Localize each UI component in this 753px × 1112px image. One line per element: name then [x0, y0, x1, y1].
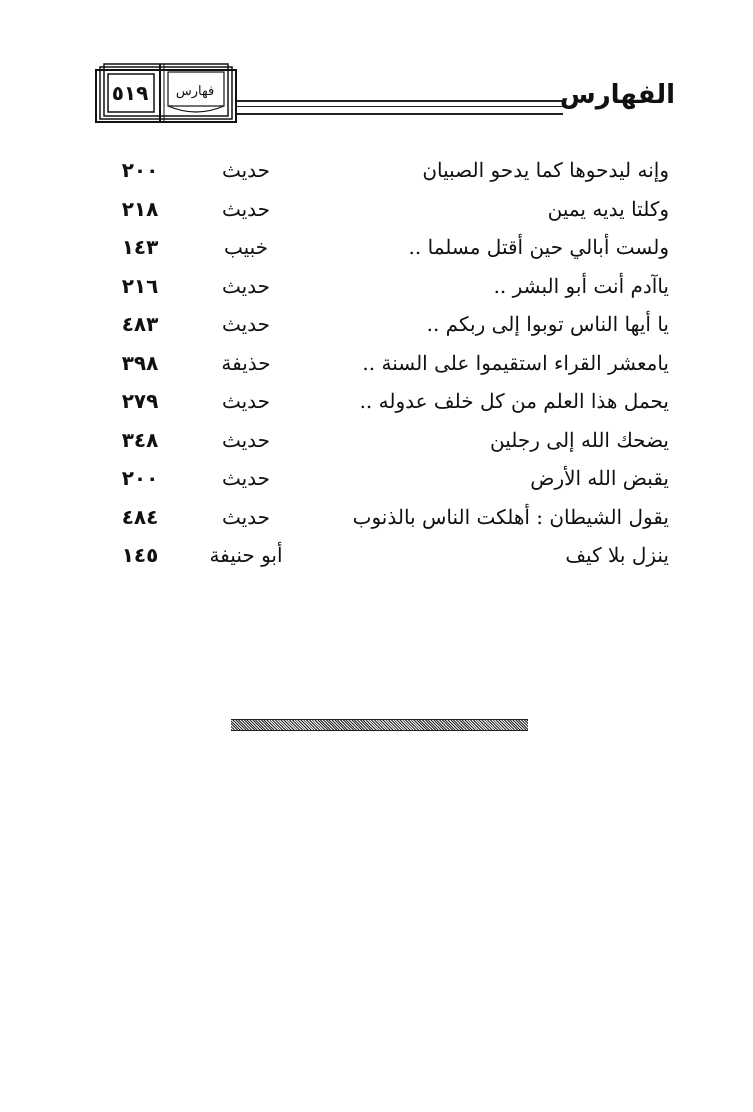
list-item — [0, 274, 753, 313]
list-item — [0, 428, 753, 467]
index-phrase: ولست أبالي حين أقتل مسلما .. — [408, 235, 669, 259]
index-page: ٢٧٩ — [121, 389, 159, 413]
index-source: حذيفة — [221, 350, 271, 375]
index-page: ٢١٨ — [121, 196, 159, 221]
list-item — [0, 505, 753, 544]
index-phrase: يا أيها الناس توبوا إلى ربكم .. — [426, 312, 669, 336]
list-item — [0, 466, 753, 505]
index-source: أبو حنيفة — [209, 543, 283, 567]
index-source: حديث — [221, 312, 271, 336]
list-item — [0, 351, 753, 390]
page-number: ٥١٩ — [111, 81, 149, 105]
open-book-emblem — [94, 62, 238, 126]
index-page: ٢٠٠ — [121, 466, 159, 490]
index-page: ٣٩٨ — [121, 350, 159, 375]
index-page: ٢٠٠ — [121, 158, 159, 182]
index-page: ٢١٦ — [121, 273, 159, 298]
list-item — [0, 389, 753, 428]
index-phrase: وكلتا يديه يمين — [547, 196, 669, 221]
list-item — [0, 158, 753, 197]
index-page: ٤٨٣ — [121, 312, 159, 336]
index-phrase: يقول الشيطان : أهلكت الناس بالذنوب — [352, 504, 669, 529]
index-phrase: يامعشر القراء استقيموا على السنة .. — [362, 350, 669, 375]
index-phrase: يحمل هذا العلم من كل خلف عدوله .. — [359, 389, 669, 413]
index-phrase: ياآدم أنت أبو البشر .. — [493, 273, 669, 298]
list-item — [0, 197, 753, 236]
list-item — [0, 312, 753, 351]
list-item — [0, 235, 753, 274]
index-page: ٤٨٤ — [121, 504, 159, 529]
index-page: ٣٤٨ — [121, 427, 159, 452]
emblem-word: فهارس — [175, 83, 215, 99]
section-end-divider — [231, 719, 528, 731]
header-rule — [236, 100, 563, 115]
index-phrase: يقبض الله الأرض — [530, 466, 669, 490]
index-page: ١٤٣ — [121, 235, 159, 259]
index-phrase: ينزل بلا كيف — [565, 543, 669, 567]
index-phrase: يضحك الله إلى رجلين — [490, 427, 669, 452]
index-page: ١٤٥ — [121, 543, 159, 567]
index-source: خبيب — [223, 235, 269, 259]
index-source: حديث — [221, 273, 271, 298]
list-item — [0, 543, 753, 582]
index-source: حديث — [221, 196, 271, 221]
index-source: حديث — [221, 389, 271, 413]
page-title: الفهارس — [559, 80, 675, 110]
index-phrase: وإنه ليدحوها كما يدحو الصبيان — [422, 158, 669, 182]
index-source: حديث — [221, 466, 271, 490]
index-source: حديث — [221, 427, 271, 452]
index-source: حديث — [221, 158, 271, 182]
index-source: حديث — [221, 504, 271, 529]
index-list — [0, 158, 753, 582]
